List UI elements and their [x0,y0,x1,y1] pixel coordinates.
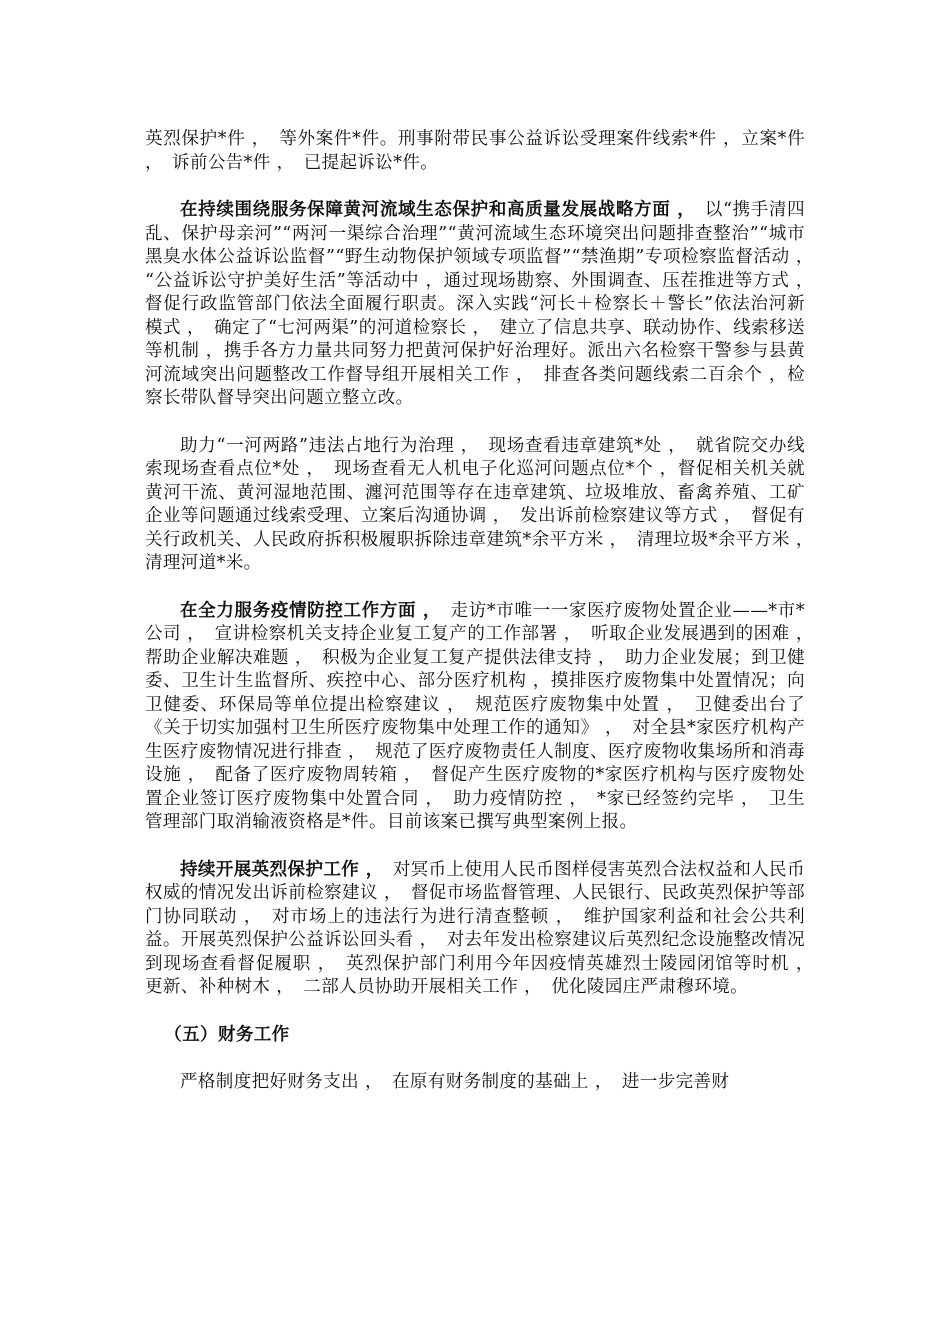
paragraph-4-text: 走访*市唯一一家医疗废物处置企业——*市*公司 ， 宣讲检察机关支持企业复工复产的工作部署 ， 听取企业发展遇到的困难 ， 帮助企业解决难题 ， 积极为企业复工复产提供法律支持 ， 助力企业发展；到卫健委、卫生计生监督所、疾控中心、部分医疗机构 ，摸排医疗废物集中处置情况；向卫健委、环保局等单位提出检察建议 ， 规范医疗废物集中处置 ， 卫健委出台了《关于切实加强村卫生所医疗废物集中处理工作的通知》 ， 对全县*家医疗机构产生医疗废物情况进行排查 ， 规范了医疗废物责任人制度、医疗废物收集场所和消毒设施 ， 配备了医疗废物周转箱 ， 督促产生医疗废物的*家医疗机构与医疗废物处置企业签订医疗废物集中处置合同 ， 助力疫情防控 ， *家已经签约完毕 ， 卫生管理部门取消输液资格是*件。目前该案已撰写典型案例上报。 [145,600,823,832]
paragraph-6 [145,1071,805,1095]
paragraph-gap [145,1047,805,1071]
paragraph-gap [145,835,805,859]
paragraph-gap [145,175,805,199]
document-page [145,128,823,1095]
paragraph-1-text: 英烈保护*件 ， 等外案件*件。刑事附带民事公益诉讼受理案件线索*件 ，立案*件 ， 诉前公告*件 ， 已提起诉讼*件。 [145,129,805,173]
paragraph-2-lead: 在持续围绕服务保障黄河流域生态保护和高质量发展战略方面 ， [180,200,687,220]
paragraph-3-text: 助力“一河两路”违法占地行为治理 ， 现场查看违章建筑*处 ， 就省院交办线索现场查看点位*处 ， 现场查看无人机电子化巡河问题点位*个 ，督促相关机关就黄河干流、黄河湿地范围、瀍河范围等存在违章建筑、垃圾堆放、畜禽养殖、工矿企业等问题通过线索受理、立案后沟通协调 ， 发出诉前检察建议等方式 ， 督促有关行政机关、人民政府拆积极履职拆除违章建筑*余平方米 ， 清理垃圾*余平方米 ， 清理河道*米。 [145,435,823,573]
section-heading: （五）财务工作 [164,1024,290,1045]
paragraph-6-text: 严格制度把好财务支出 ， 在原有财务制度的基础上 ， 进一步完善财 [180,1072,730,1092]
paragraph-5-lead: 持续开展英烈保护工作 ， [180,859,375,880]
paragraph-4 [145,600,823,835]
paragraph-4-lead: 在全力服务疫情防控工作方面 ， [180,600,433,621]
paragraph-2-text: 以“携手清四乱、保护母亲河”“两河一渠综合治理”“黄河流域生态环境突出问题排查整治”“城市黑臭水体公益诉讼监督”“野生动物保护领域专项监督”“禁渔期”专项检察监督活动 ， “公益诉讼守护美好生活”等活动中 ，通过现场勘察、外围调查、压茬推进等方式 ， 督促行政监管部门依法全面履行职责。深入实践“河长＋检察长＋警长”依法治河新模式 ， 确定了“七河两渠”的河道检察长 ， 建立了信息共享、联动协作、线索移送等机制 ，携手各方力量共同努力把黄河保护好治理好。派出六名检察干警参与县黄河流域突出问题整改工作督导组开展相关工作 ， 排查各类问题线索二百余个 ，检察长带队督导突出问题立整立改。 [145,200,823,408]
paragraph-5-text: 对冥币上使用人民币图样侵害英烈合法权益和人民币权威的情况发出诉前检察建议 ， 督促市场监督管理、人民银行、民政英烈保护等部门协同联动 ， 对市场上的违法行为进行清查整顿 ， 维护国家利益和社会公共利益。开展英烈保护公益诉讼回头看 ， 对去年发出检察建议后英烈纪念设施整改情况到现场查看督促履职 ， 英烈保护部门利用今年因疫情英雄烈士陵园闭馆等时机 ， 更新、补种树木 ， 二部人员协助开展相关工作 ， 优化陵园庄严肃穆环境。 [145,859,823,997]
paragraph-2 [145,199,823,411]
paragraph-1 [145,128,805,175]
paragraph-gap [145,1000,805,1024]
paragraph-3 [145,435,823,576]
paragraph-5 [145,859,823,1000]
paragraph-gap [145,411,805,435]
paragraph-gap [145,576,805,600]
